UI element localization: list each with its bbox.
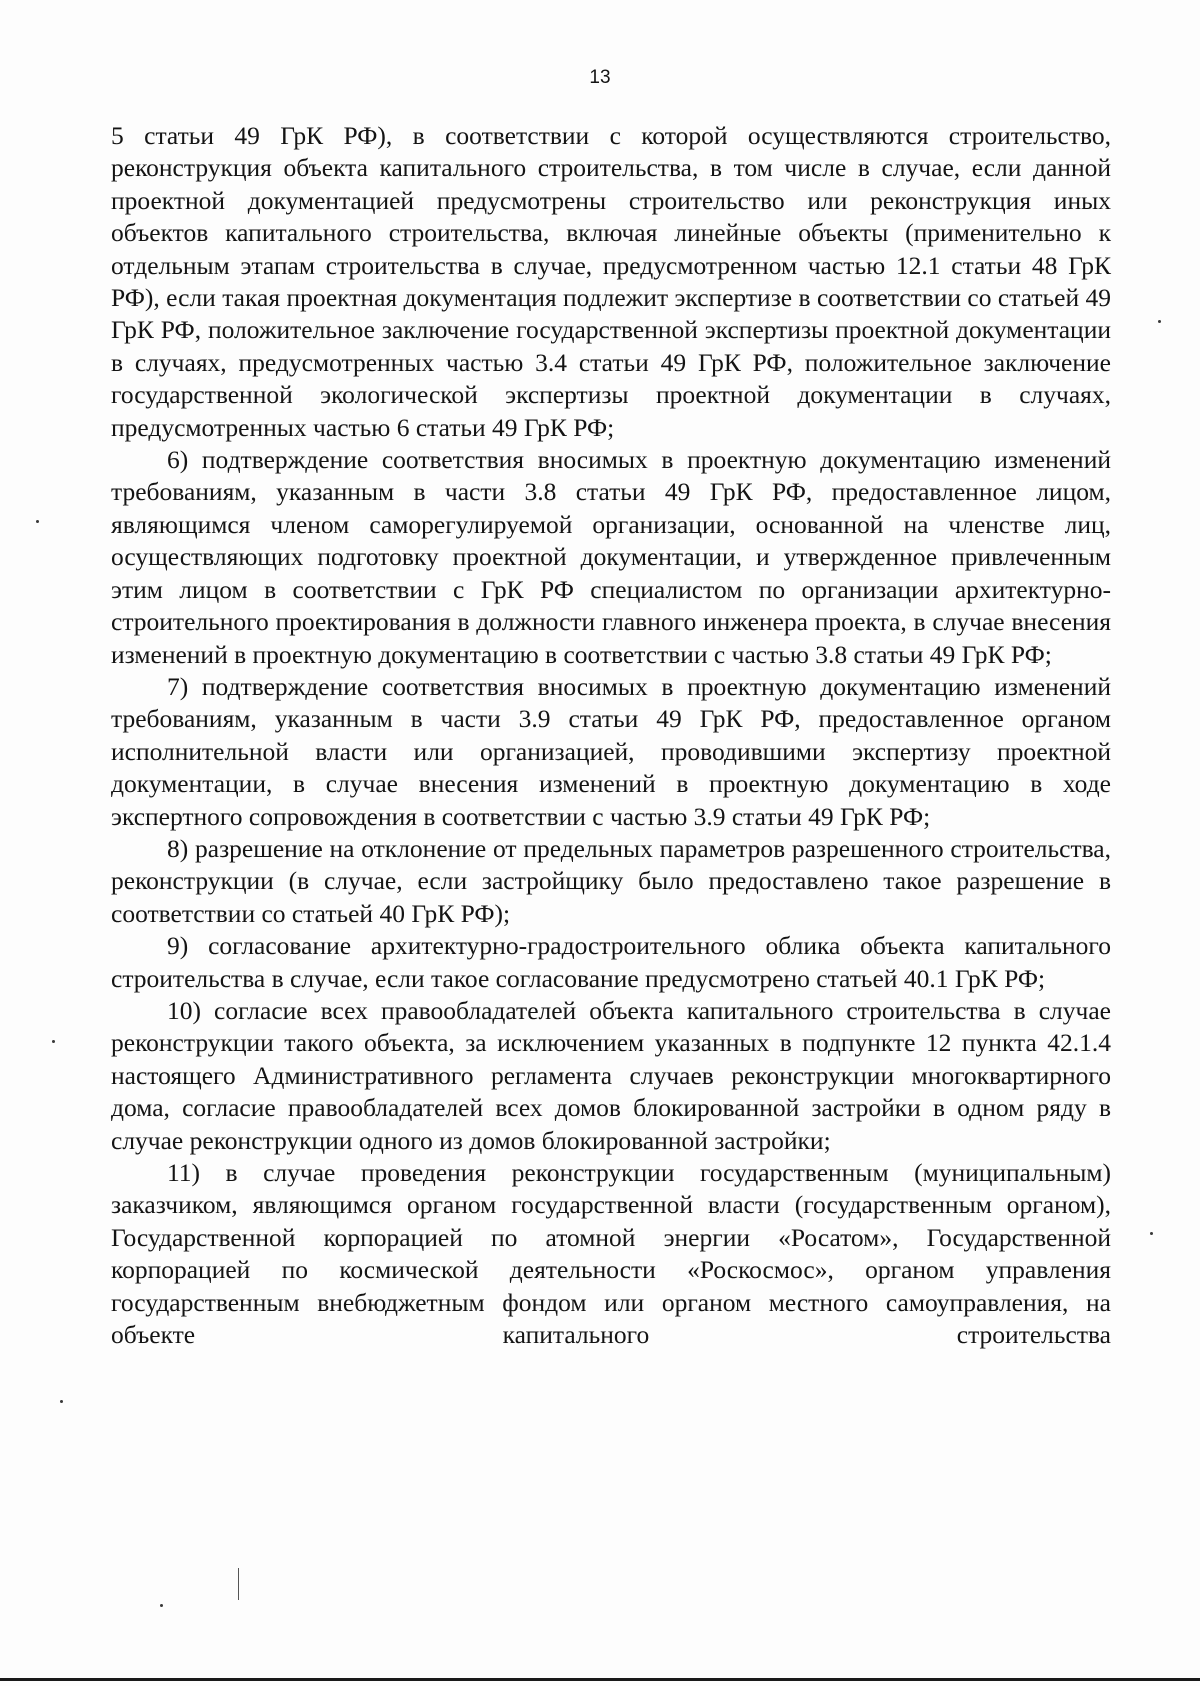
list-item-7: 7) подтверждение соответствия вносимых в проектную документацию изменений требованиям, указанным в части 3.9 статьи 49 ГрК РФ, предоставленное органом исполнительной власти или организацией, проводившими экспертизу проектной документации, в случае внесения изменений в проектную документацию в ходе экспертного сопровождения в соответствии с частью 3.9 статьи 49 ГрК РФ; bbox=[111, 671, 1111, 831]
list-item-11: 11) в случае проведения реконструкции государственным (муниципальным) заказчиком, являющимся органом государственной власти (государственным органом), Государственной корпорацией по атомной энергии «Росатом», Государственной корпорацией по космической деятельности «Роскосмос», органом управления государственным внебюджетным фондом или органом местного самоуправления, на объекте капитального строительства bbox=[111, 1158, 1111, 1350]
scan-speck bbox=[60, 1400, 63, 1403]
list-item-9: 9) согласование архитектурно-градостроительного облика объекта капитального строительства в случае, если такое согласование предусмотрено статьей 40.1 ГрК РФ; bbox=[111, 931, 1111, 993]
scan-speck bbox=[160, 1604, 163, 1607]
scan-bottom-edge bbox=[0, 1678, 1200, 1681]
document-body bbox=[111, 120, 1111, 1351]
scan-speck bbox=[52, 1040, 55, 1043]
list-item-8: 8) разрешение на отклонение от предельных параметров разрешенного строительства, реконструкции (в случае, если застройщику было предоставлено такое разрешение в соответствии со статьей 40 ГрК РФ); bbox=[111, 833, 1111, 928]
scan-mark bbox=[238, 1568, 239, 1600]
scan-speck bbox=[36, 520, 39, 523]
list-item-10: 10) согласие всех правообладателей объекта капитального строительства в случае реконструкции такого объекта, за исключением указанных в подпункте 12 пункта 42.1.4 настоящего Административного регламента случаев реконструкции многоквартирного дома, согласие правообладателей всех домов блокированной застройки в одном ряду в случае реконструкции одного из домов блокированной застройки; bbox=[111, 995, 1111, 1155]
list-item-6: 6) подтверждение соответствия вносимых в проектную документацию изменений требованиям, указанным в части 3.8 статьи 49 ГрК РФ, предоставленное лицом, являющимся членом саморегулируемой организации, основанной на членстве лиц, осуществляющих подготовку проектной документации, и утвержденное привлеченным этим лицом в соответствии с ГрК РФ специалистом по организации архитектурно-строительного проектирования в должности главного инженера проекта, в случае внесения изменений в проектную документацию в соответствии с частью 3.8 статьи 49 ГрК РФ; bbox=[111, 445, 1111, 669]
scan-speck bbox=[1158, 320, 1161, 323]
scan-speck bbox=[1150, 1232, 1153, 1235]
page-number: 13 bbox=[589, 67, 611, 88]
paragraph-continuation: 5 статьи 49 ГрК РФ), в соответствии с которой осуществляются строительство, реконструкция объекта капитального строительства, в том числе в случае, если данной проектной документацией предусмотрены строительство или реконструкция иных объектов капитального строительства, включая линейные объекты (применительно к отдельным этапам строительства в случае, предусмотренном частью 12.1 статьи 48 ГрК РФ), если такая проектная документация подлежит экспертизе в соответствии со статьей 49 ГрК РФ, положительное заключение государственной экспертизы проектной документации в случаях, предусмотренных частью 3.4 статьи 49 ГрК РФ, положительное заключение государственной экологической экспертизы проектной документации в случаях, предусмотренных частью 6 статьи 49 ГрК РФ; bbox=[111, 121, 1111, 442]
